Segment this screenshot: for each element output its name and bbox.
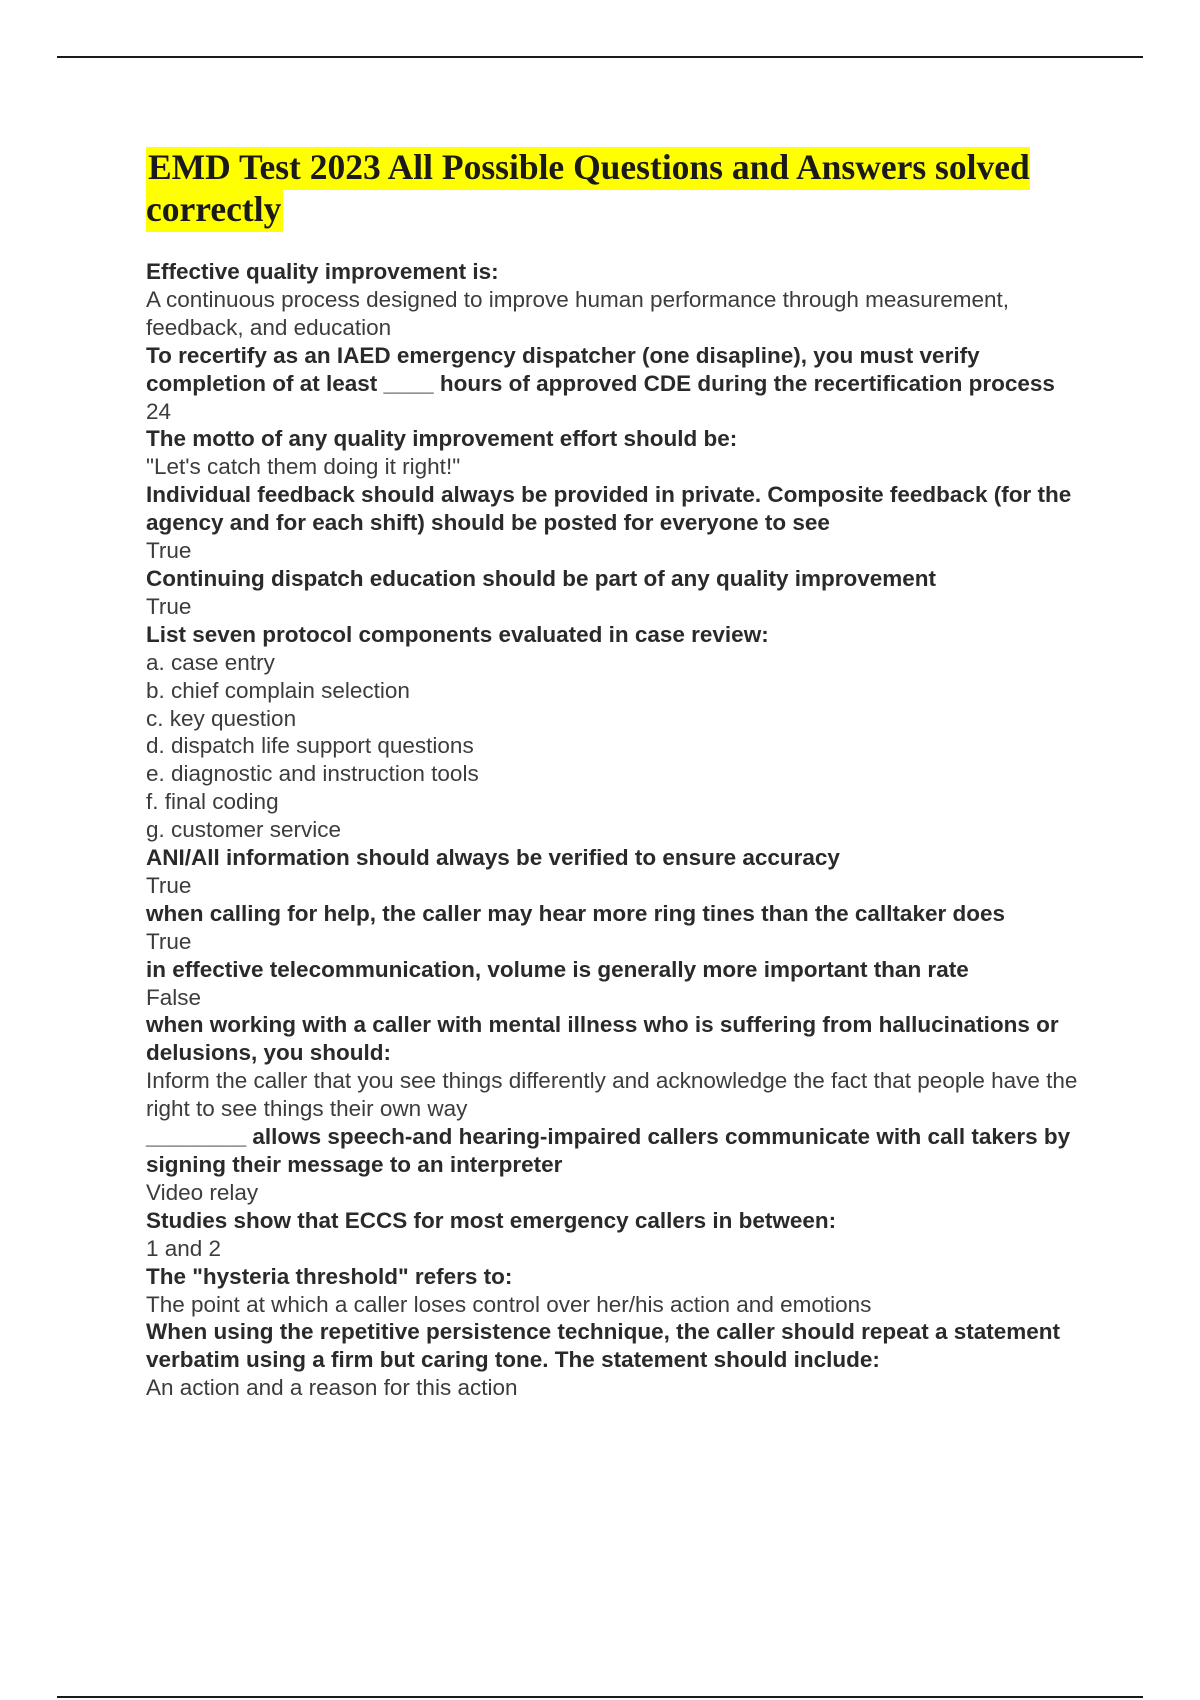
qa-list (146, 258, 1086, 1402)
qa-item (146, 342, 1086, 426)
answer-text: b. chief complain selection (146, 677, 410, 703)
answer-text: True (146, 593, 192, 619)
answer-text: g. customer service (146, 817, 342, 843)
answer-text: Inform the caller that you see things differently and acknowledge the fact that people have the right to see things their own way (146, 1068, 1078, 1122)
question-text: Studies show that ECCS for most emergency callers in between: (146, 1207, 837, 1233)
qa-item (146, 900, 1086, 956)
qa-item (146, 481, 1086, 565)
question-text: List seven protocol components evaluated in case review: (146, 621, 769, 647)
answer-text: 1 and 2 (146, 1235, 222, 1261)
qa-item (146, 1123, 1086, 1207)
answer-text: A continuous process designed to improve human performance through measurement, feedback, and education (146, 286, 1009, 340)
answer-text: False (146, 984, 202, 1010)
qa-item (146, 1207, 1086, 1263)
question-text: ________ allows speech-and hearing-impaired callers communicate with call takers by signing their message to an interpreter (146, 1124, 1071, 1177)
question-text: ANI/All information should always be verified to ensure accuracy (146, 845, 840, 871)
answer-text: Video relay (146, 1179, 259, 1205)
question-text: To recertify as an IAED emergency dispatcher (one disapline), you must verify completion of at least ____ hours of approved CDE during the recertification process (146, 342, 1055, 396)
qa-item (146, 1318, 1086, 1402)
document-title (146, 146, 1086, 230)
qa-item (146, 425, 1086, 481)
qa-item (146, 565, 1086, 621)
question-text: When using the repetitive persistence technique, the caller should repeat a statement verbatim using a firm but caring tone. The statement should include: (146, 1319, 1060, 1373)
answer-text: The point at which a caller loses control over her/his action and emotions (146, 1291, 872, 1317)
question-text: in effective telecommunication, volume is generally more important than rate (146, 956, 969, 982)
question-text: when working with a caller with mental illness who is suffering from hallucinations or delusions, you should: (146, 1012, 1059, 1066)
question-text: The motto of any quality improvement effort should be: (146, 426, 738, 452)
answer-text: True (146, 538, 192, 564)
qa-item (146, 258, 1086, 342)
answer-text: e. diagnostic and instruction tools (146, 761, 479, 787)
answer-text: True (146, 928, 192, 954)
qa-item (146, 956, 1086, 1012)
question-text: Continuing dispatch education should be part of any quality improvement (146, 565, 937, 591)
top-rule (57, 56, 1143, 58)
question-text: when calling for help, the caller may hear more ring tines than the calltaker does (146, 900, 1005, 926)
qa-item (146, 1263, 1086, 1319)
bottom-rule (57, 1696, 1143, 1698)
answer-text: "Let's catch them doing it right!" (146, 454, 461, 480)
qa-item (146, 844, 1086, 900)
qa-item (146, 1011, 1086, 1123)
answer-text: c. key question (146, 705, 297, 731)
question-text: The "hysteria threshold" refers to: (146, 1263, 513, 1289)
answer-text: True (146, 872, 192, 898)
answer-text: An action and a reason for this action (146, 1375, 518, 1401)
question-text: Effective quality improvement is: (146, 259, 499, 284)
answer-text: f. final coding (146, 789, 279, 815)
answer-text: d. dispatch life support questions (146, 733, 474, 759)
qa-item (146, 621, 1086, 844)
question-text: Individual feedback should always be provided in private. Composite feedback (for the agency and for each shift) should be posted for everyone to see (146, 482, 1072, 536)
answer-text: 24 (146, 398, 172, 424)
title-highlight: EMD Test 2023 All Possible Questions and Answers solved correctly (146, 147, 1030, 232)
answer-text: a. case entry (146, 649, 275, 675)
